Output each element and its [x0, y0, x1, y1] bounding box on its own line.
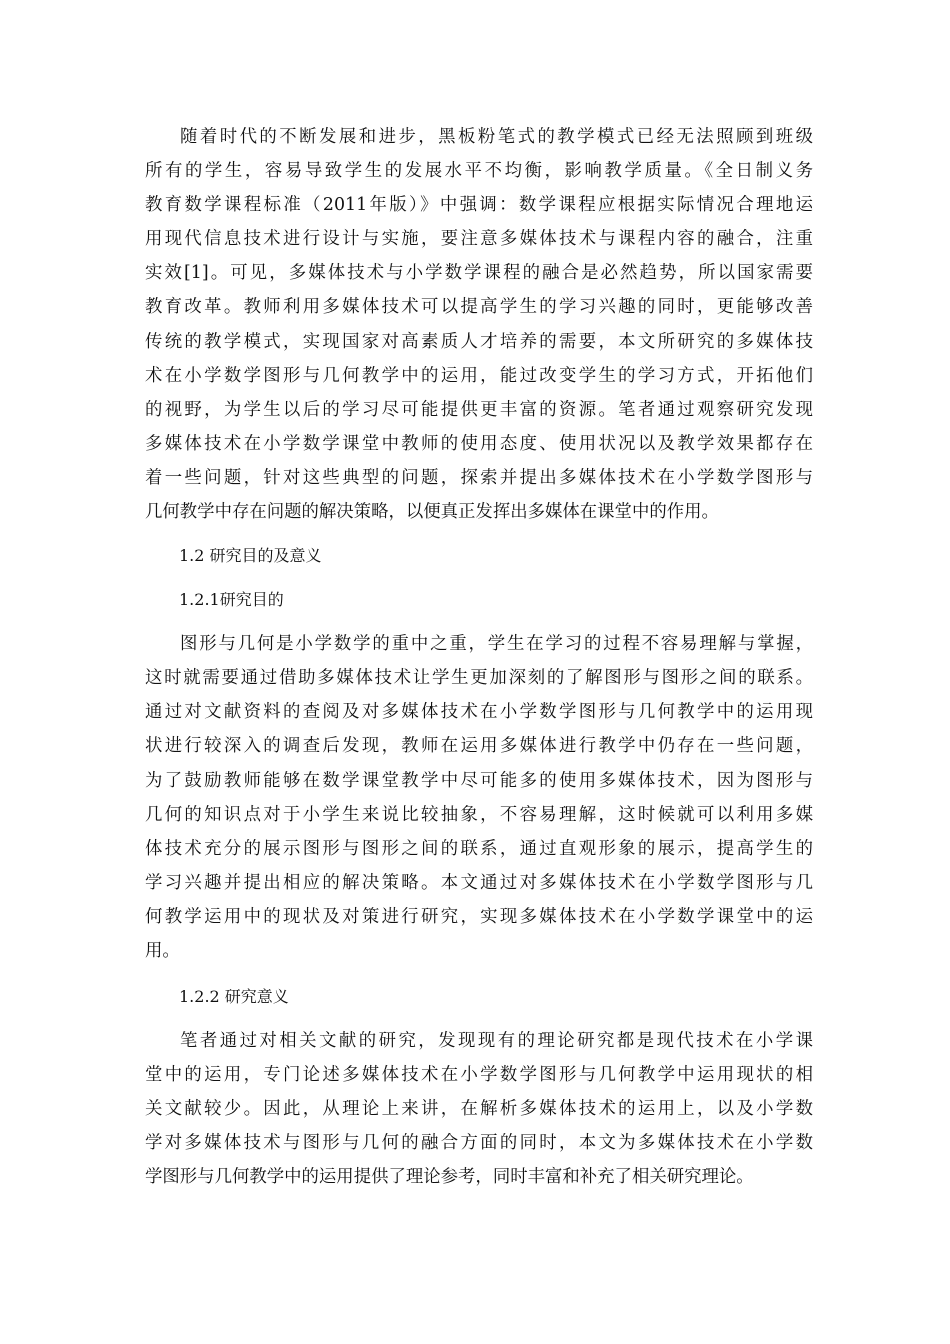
text-line: 传统的教学模式，实现国家对高素质人才培养的需要，本文所研究的多媒体技 — [145, 331, 813, 352]
text-line: 体技术充分的展示图形与图形之间的联系，通过直观形象的展示，提高学生的 — [145, 838, 813, 859]
text-line: 教育数学课程标准（2011年版）》中强调：数学课程应根据实际情况合理地运 — [145, 195, 813, 216]
text-line: 多媒体技术在小学数学课堂中教师的使用态度、使用状况以及教学效果都存在 — [145, 433, 813, 454]
text-line: 所有的学生，容易导致学生的发展水平不均衡，影响教学质量。《全日制义务 — [145, 161, 813, 182]
document-body — [145, 120, 813, 1195]
text-line: 通过对文献资料的查阅及对多媒体技术在小学数学图形与几何教学中的运用现 — [145, 702, 813, 723]
section-heading-1-2-1: 1.2.1研究目的 — [179, 590, 284, 610]
text-line: 关文献较少。因此，从理论上来讲，在解析多媒体技术的运用上，以及小学数 — [145, 1099, 813, 1120]
text-line: 用现代信息技术进行设计与实施，要注意多媒体技术与课程内容的融合，注重 — [145, 229, 813, 250]
text-line: 几何的知识点对于小学生来说比较抽象，不容易理解，这时候就可以利用多媒 — [145, 804, 813, 825]
paragraph-research-significance — [145, 1024, 813, 1194]
paragraph-research-purpose — [145, 627, 813, 968]
text-line: 堂中的运用，专门论述多媒体技术在小学数学图形与几何教学中运用现状的相 — [145, 1065, 813, 1086]
text-line: 术在小学数学图形与几何教学中的运用，能过改变学生的学习方式，开拓他们 — [145, 365, 813, 386]
text-line: 的视野，为学生以后的学习尽可能提供更丰富的资源。笔者通过观察研究发现 — [145, 399, 813, 420]
text-line: 为了鼓励教师能够在数学课堂教学中尽可能多的使用多媒体技术，因为图形与 — [145, 770, 813, 791]
text-line: 图形与几何是小学数学的重中之重，学生在学习的过程不容易理解与掌握， — [180, 634, 813, 655]
text-line: 随着时代的不断发展和进步，黑板粉笔式的教学模式已经无法照顾到班级 — [180, 127, 813, 147]
text-line: 实效[1]。可见，多媒体技术与小学数学课程的融合是必然趋势，所以国家需要 — [145, 263, 813, 284]
section-heading-1-2-2: 1.2.2 研究意义 — [179, 987, 289, 1007]
section-heading-1-2: 1.2 研究目的及意义 — [179, 546, 322, 566]
text-line: 学对多媒体技术与图形与几何的融合方面的同时，本文为多媒体技术在小学数 — [145, 1133, 813, 1154]
paragraph-background — [145, 120, 813, 529]
text-line: 用。 — [145, 940, 180, 961]
text-line: 学图形与几何教学中的运用提供了理论参考，同时丰富和补充了相关研究理论。 — [145, 1167, 754, 1188]
text-line: 几何教学中存在问题的解决策略，以便真正发挥出多媒体在课堂中的作用。 — [145, 502, 719, 523]
text-line: 着一些问题，针对这些典型的问题，探索并提出多媒体技术在小学数学图形与 — [145, 467, 813, 488]
text-line: 学习兴趣并提出相应的解决策略。本文通过对多媒体技术在小学数学图形与几 — [145, 872, 813, 893]
text-line: 状进行较深入的调查后发现，教师在运用多媒体进行教学中仍存在一些问题， — [145, 736, 813, 757]
text-line: 笔者通过对相关文献的研究，发现现有的理论研究都是现代技术在小学课 — [180, 1031, 813, 1052]
text-line: 何教学运用中的现状及对策进行研究，实现多媒体技术在小学数学课堂中的运 — [145, 906, 813, 927]
text-line: 教育改革。教师利用多媒体技术可以提高学生的学习兴趣的同时，更能够改善 — [145, 297, 813, 318]
text-line: 这时就需要通过借助多媒体技术让学生更加深刻的了解图形与图形之间的联系。 — [145, 668, 813, 689]
